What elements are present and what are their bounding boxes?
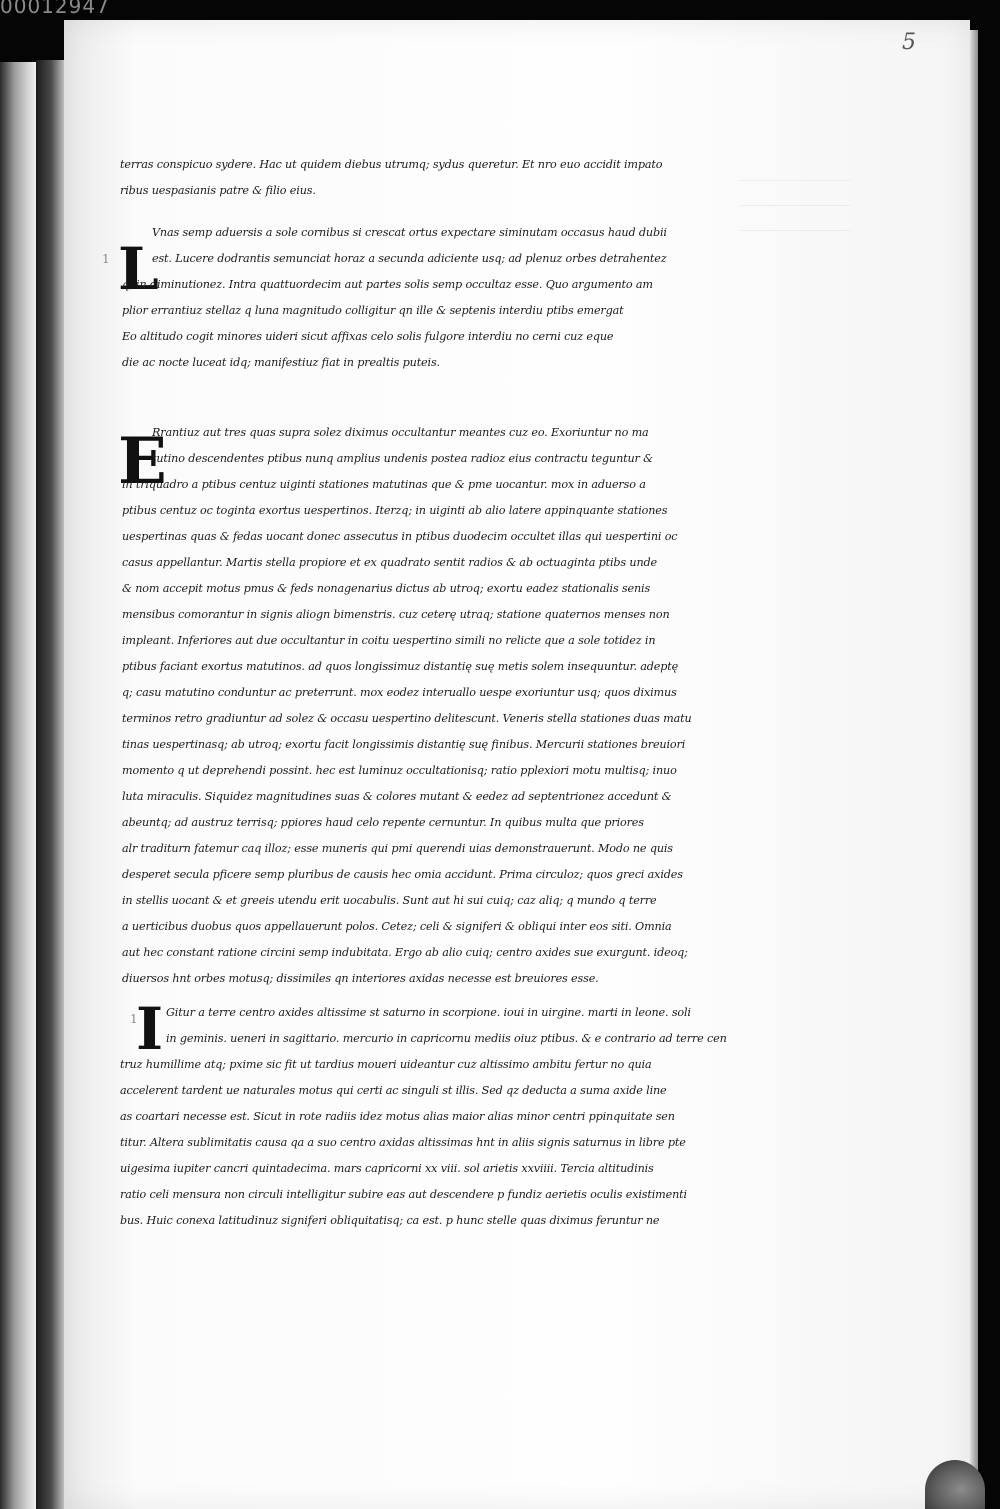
page-edge [970, 30, 978, 1509]
text-line: q; casu matutino conduntur ac preterrunt. mox eodez interuallo uespe exoriuntur usq; quos diximus [122, 686, 677, 699]
text-line: q; in diminutionez. Intra quattuordecim aut partes solis semp occultaz esse. Quo argumento am [122, 278, 653, 291]
text-line: in stellis uocant & et greeis utendu erit uocabulis. Sunt aut hi sui cuiq; caz aliq; q mundo q terre [122, 894, 657, 907]
text-line: uespertinas quas & fedas uocant donec assecutus in ptibus duodecim occultet illas qui uespertini oc [122, 530, 678, 543]
text-line: titur. Altera sublimitatis causa qa a suo centro axidas altissimas hnt in aliis signis saturnus in libre pte [120, 1136, 686, 1149]
initial-capital-l: L [118, 235, 159, 303]
show-through-mark [740, 205, 850, 206]
paragraph-1 [120, 152, 780, 204]
margin-mark: 1 [102, 252, 110, 266]
text-line: momento q ut deprehendi possint. hec est luminuz occultationisq; ratio pplexiori motu multisq; inuo [122, 764, 677, 777]
text-line: tutino descendentes ptibus nunq amplius undenis postea radioz eius contractu teguntur & [152, 452, 653, 465]
text-line: mensibus comorantur in signis aliogn bimenstris. cuz ceterę utraq; statione quaternos menses non [122, 608, 670, 621]
text-line: diuersos hnt orbes motusq; dissimiles qn interiores axidas necesse est breuiores esse. [122, 972, 599, 985]
text-line: abeuntq; ad austruz terrisq; ppiores haud celo repente cernuntur. In quibus multa que priores [122, 816, 644, 829]
text-line: terras conspicuo sydere. Hac ut quidem diebus utrumq; sydus queretur. Et nro euo accidit impato [120, 158, 663, 171]
text-line: aut hec constant ratione circini semp indubitata. Ergo ab alio cuiq; centro axides sue exurgunt. ideoq; [122, 946, 688, 959]
text-line: ptibus centuz oc toginta exortus uespertinos. Iterzq; in uiginti ab alio latere appinquante stationes [122, 504, 668, 517]
text-line: die ac nocte luceat idq; manifestiuz fiat in prealtis puteis. [122, 356, 440, 369]
text-line: & nom accepit motus pmus & feds nonagenarius dictus ab utroq; exortu eadez stationalis senis [122, 582, 651, 595]
text-line: Rrantiuz aut tres quas supra solez diximus occultantur meantes cuz eo. Exoriuntur no ma [152, 426, 649, 439]
text-line: terminos retro gradiuntur ad solez & occasu uespertino delitescunt. Veneris stella stationes duas matu [122, 712, 692, 725]
text-line: bus. Huic conexa latitudinuz signiferi obliquitatisq; ca est. p hunc stelle quas diximus feruntur ne [120, 1214, 660, 1227]
text-line: in triquadro a ptibus centuz uiginti stationes matutinas que & pme uocantur. mox in aduerso a [122, 478, 646, 491]
text-line: uigesima iupiter cancri quintadecima. mars capricorni xx viii. sol arietis xxviiii. Tercia altitudinis [120, 1162, 654, 1175]
text-line: plior errantiuz stellaz q luna magnitudo colligitur qn ille & septenis interdiu ptibs emergat [122, 304, 624, 317]
text-line: casus appellantur. Martis stella propiore et ex quadrato sentit radios & ab octuaginta ptibs unde [122, 556, 658, 569]
text-line: Gitur a terre centro axides altissime st saturno in scorpione. ioui in uirgine. marti in leone. soli [166, 1006, 691, 1019]
left-book-edge [0, 62, 36, 1509]
text-line: in geminis. ueneri in sagittario. mercurio in capricornu mediis oiuz ptibus. & e contrario ad terre cen [166, 1032, 727, 1045]
text-line: accelerent tardent ue naturales motus qui certi ac singuli st illis. Sed qz deducta a suma axide line [120, 1084, 667, 1097]
initial-capital-e: E [118, 424, 167, 499]
scan-id-label: 00012947 [0, 0, 110, 18]
text-line: est. Lucere dodrantis semunciat horaz a secunda adiciente usq; ad plenuz orbes detrahentez [152, 252, 667, 265]
text-line: tinas uespertinasq; ab utroq; exortu facit longissimis distantię suę finibus. Mercurii stationes breuiori [122, 738, 686, 751]
text-line: ptibus faciant exortus matutinos. ad quos longissimuz distantię suę metis solem insequuntur. adeptę [122, 660, 679, 673]
paragraph-4 [120, 1000, 778, 1234]
initial-capital-i: I [136, 995, 164, 1063]
paragraph-2 [122, 220, 772, 376]
folio-number: 5 [902, 30, 916, 55]
paragraph-3 [122, 420, 782, 992]
text-line: Eo altitudo cogit minores uideri sicut affixas celo solis fulgore interdiu no cerni cuz eque [122, 330, 614, 343]
text-line: ribus uespasianis patre & filio eius. [120, 184, 316, 197]
text-line: truz humillime atq; pxime sic fit ut tardius moueri uideantur cuz altissimo ambitu fertur no quia [120, 1058, 652, 1071]
text-line: as coartari necesse est. Sicut in rote radiis idez motus alias maior alias minor centri ppinquitate sen [120, 1110, 675, 1123]
text-line: Vnas semp aduersis a sole cornibus si crescat ortus expectare siminutam occasus haud dubii [152, 226, 667, 239]
text-line: impleant. Inferiores aut due occultantur in coitu uespertino simili no relicte que a sole totidez in [122, 634, 656, 647]
margin-mark: 1 [130, 1012, 138, 1026]
text-line: alr traditurn fatemur caq illoz; esse muneris qui pmi querendi uias demonstrauerunt. Modo ne quis [122, 842, 673, 855]
text-line: a uerticibus duobus quos appellauerunt polos. Cetez; celi & signiferi & obliqui inter eos siti. Omnia [122, 920, 672, 933]
text-line: desperet secula pficere semp pluribus de causis hec omia accidunt. Prima circuloz; quos greci axides [122, 868, 683, 881]
text-line: ratio celi mensura non circuli intelligitur subire eas aut descendere p fundiz aerietis oculis existimenti [120, 1188, 687, 1201]
gutter-shadow [36, 60, 66, 1509]
text-line: luta miraculis. Siquidez magnitudines suas & colores mutant & eedez ad septentrionez accedunt & [122, 790, 672, 803]
